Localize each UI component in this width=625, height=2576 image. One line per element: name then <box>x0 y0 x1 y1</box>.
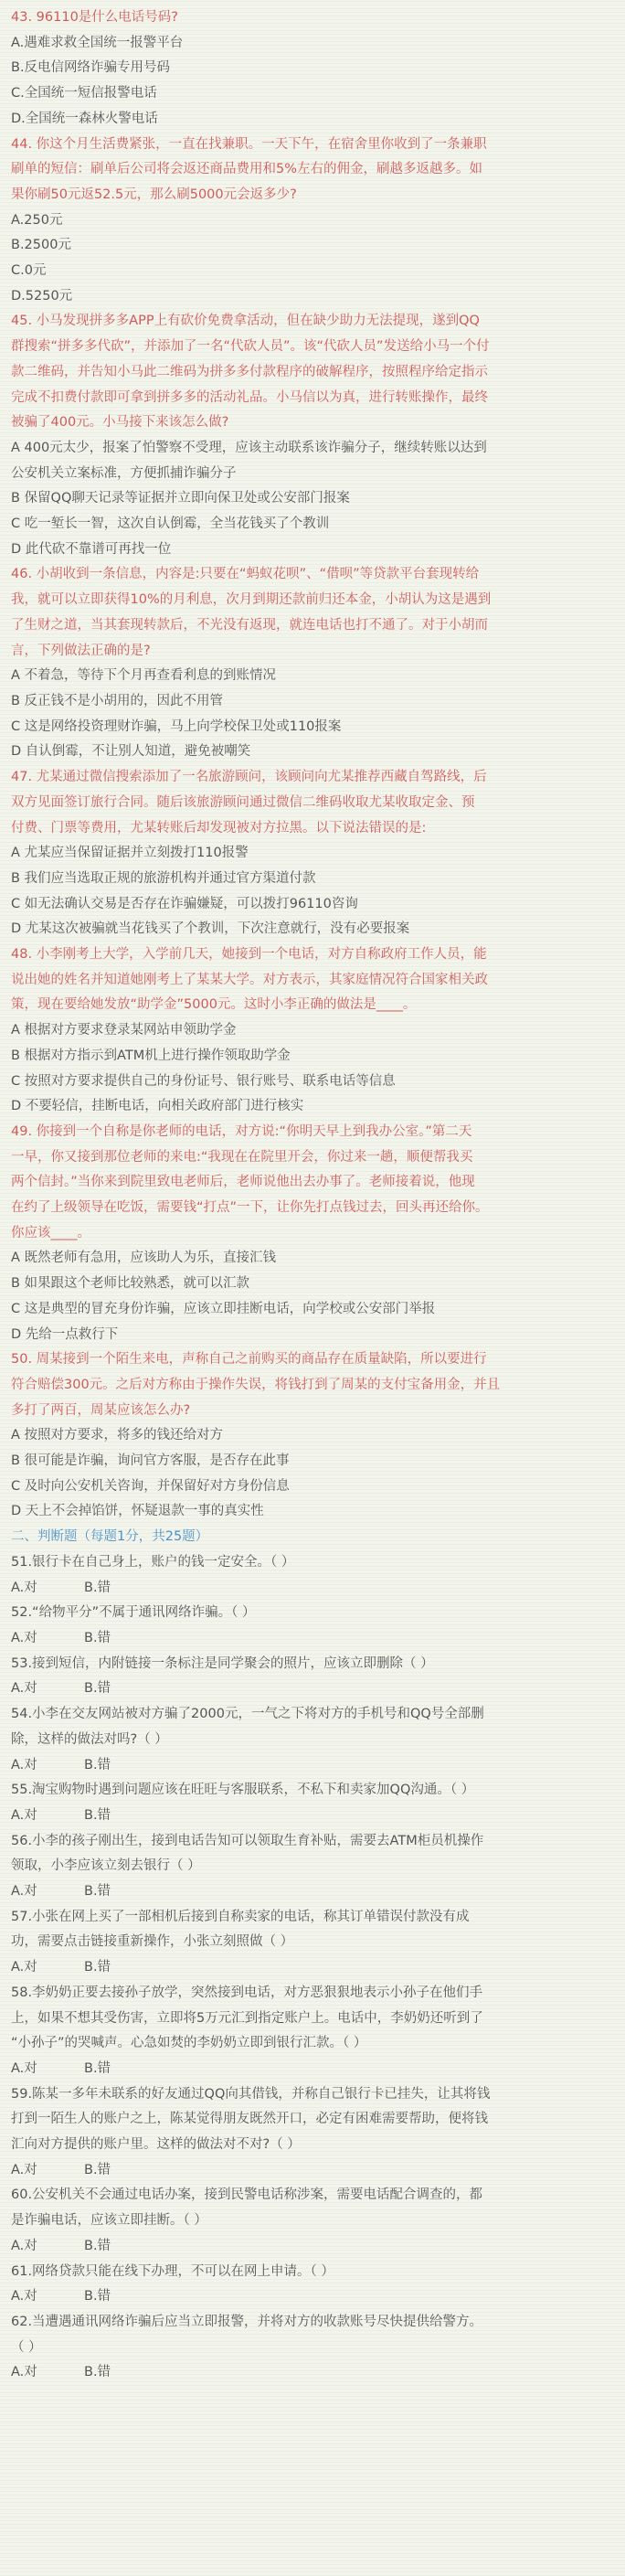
question-text-line: 完成不扣费付款即可拿到拼多多的活动礼品。小马信以为真，进行转账操作，最终 <box>11 389 488 405</box>
question-block <box>11 133 614 310</box>
option-true[interactable]: A.对 <box>11 1580 37 1595</box>
true-false-options <box>11 2234 614 2260</box>
question-block <box>11 309 614 562</box>
judgment-text-line: 60.公安机关不会通过电话办案，接到民警电话称涉案，需要电话配合调查的，都 <box>11 2187 483 2203</box>
judgment-text-line: 61.网络贷款只能在线下办理，不可以在网上申请。（ ） <box>11 2263 334 2279</box>
answer-option[interactable]: C 这是典型的冒充身份诈骗，应该立即挂断电话，向学校或公安部门举报 <box>11 1301 436 1316</box>
question-text-line: 被骗了400元。小马接下来该怎么做? <box>11 415 229 431</box>
question-text-line: 多打了两百，周某应该怎么办? <box>11 1402 191 1418</box>
answer-option[interactable]: B 如果跟这个老师比较熟悉，就可以汇款 <box>11 1276 250 1292</box>
judgment-block <box>11 1652 614 1702</box>
answer-option[interactable]: C 吃一堑长一智，这次自认倒霉，全当花钱买了个教训 <box>11 516 330 532</box>
option-true[interactable]: A.对 <box>11 1681 37 1697</box>
question-text-line: 47. 尤某通过微信搜索添加了一名旅游顾问，该顾问向尤某推荐西藏自驾路线，后 <box>11 770 487 785</box>
judgment-text-line: 53.接到短信，内附链接一条标注是同学聚会的照片，应该立即删除（ ） <box>11 1655 434 1671</box>
question-text-line: 43. 96110是什么电话号码? <box>11 10 178 25</box>
option-false[interactable]: B.错 <box>84 1757 111 1772</box>
answer-option[interactable]: D 不要轻信，挂断电话，向相关政府部门进行核实 <box>11 1099 304 1114</box>
option-false[interactable]: B.错 <box>84 2162 111 2177</box>
answer-option[interactable]: B.2500元 <box>11 238 71 253</box>
question-text-line: 你应该____。 <box>11 1225 90 1240</box>
choice-questions <box>11 5 614 1525</box>
answer-option[interactable]: B 反正钱不是小胡用的，因此不用管 <box>11 693 224 708</box>
answer-option[interactable]: B 根据对方指示到ATM机上进行操作领取助学金 <box>11 1048 291 1063</box>
question-text-line: 说出她的姓名并知道她刚考上了某某大学。对方表示，其家庭情况符合国家相关政 <box>11 972 488 987</box>
answer-option[interactable]: C.全国统一短信报警电话 <box>11 86 157 101</box>
option-true[interactable]: A.对 <box>11 2238 37 2253</box>
option-true[interactable]: A.对 <box>11 1884 37 1900</box>
section-title: 二、判断题（每题1分，共25题） <box>11 1529 209 1545</box>
judgment-block <box>11 1550 614 1601</box>
question-text-line: 两个信封。”当你来到院里致电老师后，老师说他出去办事了。老师接着说，他现 <box>11 1175 475 1190</box>
question-block <box>11 765 614 942</box>
true-false-options <box>11 2360 614 2386</box>
judgment-block <box>11 2310 614 2386</box>
judgment-block <box>11 1981 614 2082</box>
option-true[interactable]: A.对 <box>11 2289 37 2305</box>
true-false-options <box>11 1753 614 1779</box>
judgment-block <box>11 1829 614 1905</box>
question-text-line: 策，现在要给她发放“助学金”5000元。这时小李正确的做法是____。 <box>11 997 417 1013</box>
question-text-line: 双方见面签订旅行合同。随后该旅游顾问通过微信二维码收取尤某收取定金、预 <box>11 794 475 810</box>
answer-option[interactable]: C 如无法确认交易是否存在诈骗嫌疑，可以拨打96110咨询 <box>11 896 358 911</box>
question-block <box>11 942 614 1120</box>
question-text-line: 44. 你这个月生活费紧张，一直在找兼职。一天下午，在宿舍里你收到了一条兼职 <box>11 136 487 152</box>
question-text-line: 在约了上级领导在吃饭，需要钱“打点”一下，让你先打点钱过去，回头再还给你。 <box>11 1200 489 1216</box>
judgment-text-line: 领取，小李应该立刻去银行（ ） <box>11 1858 201 1874</box>
question-text-line: 符合赔偿300元。之后对方称由于操作失误，将钱打到了周某的支付宝备用金，并且 <box>11 1377 501 1392</box>
answer-option[interactable]: A 尤某应当保留证据并立刻拨打110报警 <box>11 846 249 861</box>
judgment-text-line: 59.陈某一多年未联系的好友通过QQ向其借钱，并称自己银行卡已挂失，让其将钱 <box>11 2086 491 2102</box>
option-false[interactable]: B.错 <box>84 1681 111 1697</box>
answer-option[interactable]: A 400元太少，报案了怕警察不受理，应该主动联系该诈骗分子，继续转账以达到 <box>11 440 487 455</box>
question-block <box>11 1120 614 1347</box>
judgment-text-line: 汇向对方提供的账户里。这样的做法对不对?（ ） <box>11 2137 301 2153</box>
option-false[interactable]: B.错 <box>84 1580 111 1595</box>
answer-option[interactable]: B 保留QQ聊天记录等证据并立即向保卫处或公安部门报案 <box>11 491 350 506</box>
judgment-text-line: 57.小张在网上买了一部相机后接到自称卖家的电话，称其订单错误付款没有成 <box>11 1909 470 1924</box>
true-false-options <box>11 1879 614 1905</box>
option-false[interactable]: B.错 <box>84 2238 111 2253</box>
judgment-text-line: 62.当遭遇通讯网络诈骗后应当立即报警，并将对方的收款账号尽快提供给警方。 <box>11 2314 483 2329</box>
answer-option[interactable]: A 不着急，等待下个月再查看利息的到账情况 <box>11 668 277 684</box>
option-true[interactable]: A.对 <box>11 2060 37 2076</box>
question-text-line: 一早，你又接到那位老师的来电:“我现在在院里开会，你过来一趟，顺便帮我买 <box>11 1149 473 1165</box>
question-text-line: 言，下列做法正确的是? <box>11 643 151 658</box>
answer-option[interactable]: C 这是网络投资理财诈骗，马上向学校保卫处或110报案 <box>11 719 342 734</box>
answer-option[interactable]: D 自认倒霉，不让别人知道，避免被嘲笑 <box>11 744 251 760</box>
question-text-line: 群搜索“拼多多代砍”，并添加了一名“代砍人员”。该“代砍人员”发送给小马一个付 <box>11 339 490 355</box>
question-text-line: 果你刷50元返52.5元，那么刷5000元会返多少? <box>11 186 297 202</box>
answer-option[interactable]: C 按照对方要求提供自己的身份证号、银行账号、联系电话等信息 <box>11 1073 396 1089</box>
option-true[interactable]: A.对 <box>11 1960 37 1975</box>
true-false-options <box>11 1576 614 1602</box>
answer-option[interactable]: A 根据对方要求登录某网站申领助学金 <box>11 1023 237 1038</box>
judgment-text-line: 功，需要点击链接重新操作，小张立刻照做（ ） <box>11 1934 294 1950</box>
answer-option[interactable]: B 我们应当选取正规的旅游机构并通过官方渠道付款 <box>11 870 316 886</box>
option-false[interactable]: B.错 <box>84 1884 111 1900</box>
option-false[interactable]: B.错 <box>84 2365 111 2380</box>
true-false-options <box>11 1626 614 1652</box>
answer-option[interactable]: A 按照对方要求，将多的钱还给对方 <box>11 1428 224 1443</box>
true-false-options <box>11 1677 614 1702</box>
judgment-text-line: 上，如果不想其受伤害，立即将5万元汇到指定账户上。电话中，李奶奶还听到了 <box>11 2010 483 2026</box>
question-text-line: 48. 小李刚考上大学，入学前几天，她接到一个电话，对方自称政府工作人员，能 <box>11 947 487 963</box>
option-false[interactable]: B.错 <box>84 2060 111 2076</box>
answer-option[interactable]: 公安机关立案标准，方便抓捕诈骗分子 <box>11 465 237 481</box>
option-true[interactable]: A.对 <box>11 1757 37 1772</box>
option-true[interactable]: A.对 <box>11 1631 37 1645</box>
answer-option[interactable]: C 及时向公安机关咨询，并保留好对方身份信息 <box>11 1478 290 1494</box>
option-false[interactable]: B.错 <box>84 1960 111 1975</box>
judgment-text-line: 51.银行卡在自己身上，账户的钱一定安全。（ ） <box>11 1554 295 1570</box>
judgment-block <box>11 2082 614 2184</box>
judgment-text-line: 52.“给物平分”不属于通讯网络诈骗。（ ） <box>11 1605 256 1621</box>
judgment-text-line: 55.淘宝购物时遇到问题应该在旺旺与客服联系，不私下和卖家加QQ沟通。（ ） <box>11 1783 475 1798</box>
judgment-questions <box>11 1550 614 2386</box>
judgment-block <box>11 1778 614 1828</box>
answer-option[interactable]: D 尤某这次被骗就当花钱买了个教训，下次注意就行，没有必要报案 <box>11 921 410 937</box>
answer-option[interactable]: A.遇难求救全国统一报警平台 <box>11 35 184 50</box>
answer-option[interactable]: D.全国统一森林火警电话 <box>11 111 158 126</box>
question-text-line: 付费、门票等费用，尤某转账后却发现被对方拉黑。以下说法错误的是: <box>11 820 427 836</box>
judgment-block <box>11 1905 614 1981</box>
judgment-block <box>11 2260 614 2310</box>
judgment-text-line: 除，这样的做法对吗?（ ） <box>11 1731 168 1747</box>
judgment-block <box>11 1601 614 1651</box>
true-false-options <box>11 1804 614 1829</box>
question-text-line: 49. 你接到一个自称是你老师的电话，对方说:“你明天早上到我办公室。”第二天 <box>11 1123 472 1139</box>
answer-option[interactable]: A.250元 <box>11 212 63 228</box>
answer-option[interactable]: B 很可能是诈骗，询问官方客服，是否存在此事 <box>11 1453 290 1469</box>
true-false-options <box>11 2158 614 2184</box>
question-text-line: 50. 周某接到一个陌生来电，声称自己之前购买的商品存在质量缺陷，所以要进行 <box>11 1352 487 1368</box>
judgment-block <box>11 1702 614 1778</box>
question-text-line: 款二维码，并告知小马此二维码为拼多多付款程序的破解程序，按照程序给定指示 <box>11 364 488 379</box>
question-block <box>11 562 614 765</box>
judgment-text-line: 58.李奶奶正要去接孙子放学，突然接到电话，对方恶狠狠地表示小孙子在他们手 <box>11 1985 483 2000</box>
option-true[interactable]: A.对 <box>11 1807 37 1823</box>
true-false-options <box>11 2057 614 2082</box>
question-block <box>11 1347 614 1525</box>
option-false[interactable]: B.错 <box>84 2289 111 2305</box>
answer-option[interactable]: D.5250元 <box>11 288 73 303</box>
question-text-line: 46. 小胡收到一条信息，内容是:只要在“蚂蚁花呗”、“借呗”等贷款平台套现转给 <box>11 567 480 582</box>
question-text-line: 了生财之道，当其套现转款后，不光没有返现，就连电话也打不通了。对于小胡而 <box>11 617 488 633</box>
question-text-line: 我，就可以立即获得10%的月利息，次月到期还款前归还本金，小胡认为这是遇到 <box>11 592 492 608</box>
option-true[interactable]: A.对 <box>11 2365 37 2380</box>
answer-option[interactable]: D 天上不会掉馅饼，怀疑退款一事的真实性 <box>11 1504 264 1519</box>
question-text-line: 45. 小马发现拼多多APP上有砍价免费拿活动，但在缺少助力无法提现，遂到QQ <box>11 314 480 329</box>
judgment-block <box>11 2183 614 2259</box>
answer-option[interactable]: D 此代砍不靠谱可再找一位 <box>11 541 172 557</box>
judgment-text-line: 56.小李的孩子刚出生，接到电话告知可以领取生育补贴，需要去ATM柜员机操作 <box>11 1833 484 1848</box>
answer-option[interactable]: A 既然老师有急用，应该助人为乐，直接汇钱 <box>11 1251 277 1266</box>
true-false-options <box>11 2284 614 2310</box>
option-true[interactable]: A.对 <box>11 2162 37 2177</box>
answer-option[interactable]: C.0元 <box>11 263 47 279</box>
judgment-text-line: 54.小李在交友网站被对方骗了2000元，一气之下将对方的手机号和QQ号全部删 <box>11 1707 484 1722</box>
answer-option[interactable]: D 先给一点救行下 <box>11 1326 119 1342</box>
option-false[interactable]: B.错 <box>84 1807 111 1823</box>
true-false-options <box>11 1955 614 1981</box>
judgment-text-line: 打到一陌生人的账户之上，陈某觉得朋友既然开口，必定有困难需要帮助，便将钱 <box>11 2112 488 2127</box>
question-block <box>11 5 614 133</box>
question-text-line: 刷单的短信：刷单后公司将会返还商品费用和5%左右的佣金，刷越多返越多。如 <box>11 162 483 177</box>
judgment-text-line: “小孙子”的哭喊声。心急如焚的李奶奶立即到银行汇款。（ ） <box>11 2036 367 2051</box>
option-false[interactable]: B.错 <box>84 1631 111 1645</box>
judgment-text-line: （ ） <box>11 2339 42 2355</box>
judgment-text-line: 是诈骗电话，应该立即挂断。（ ） <box>11 2213 207 2229</box>
answer-option[interactable]: B.反电信网络诈骗专用号码 <box>11 60 171 76</box>
